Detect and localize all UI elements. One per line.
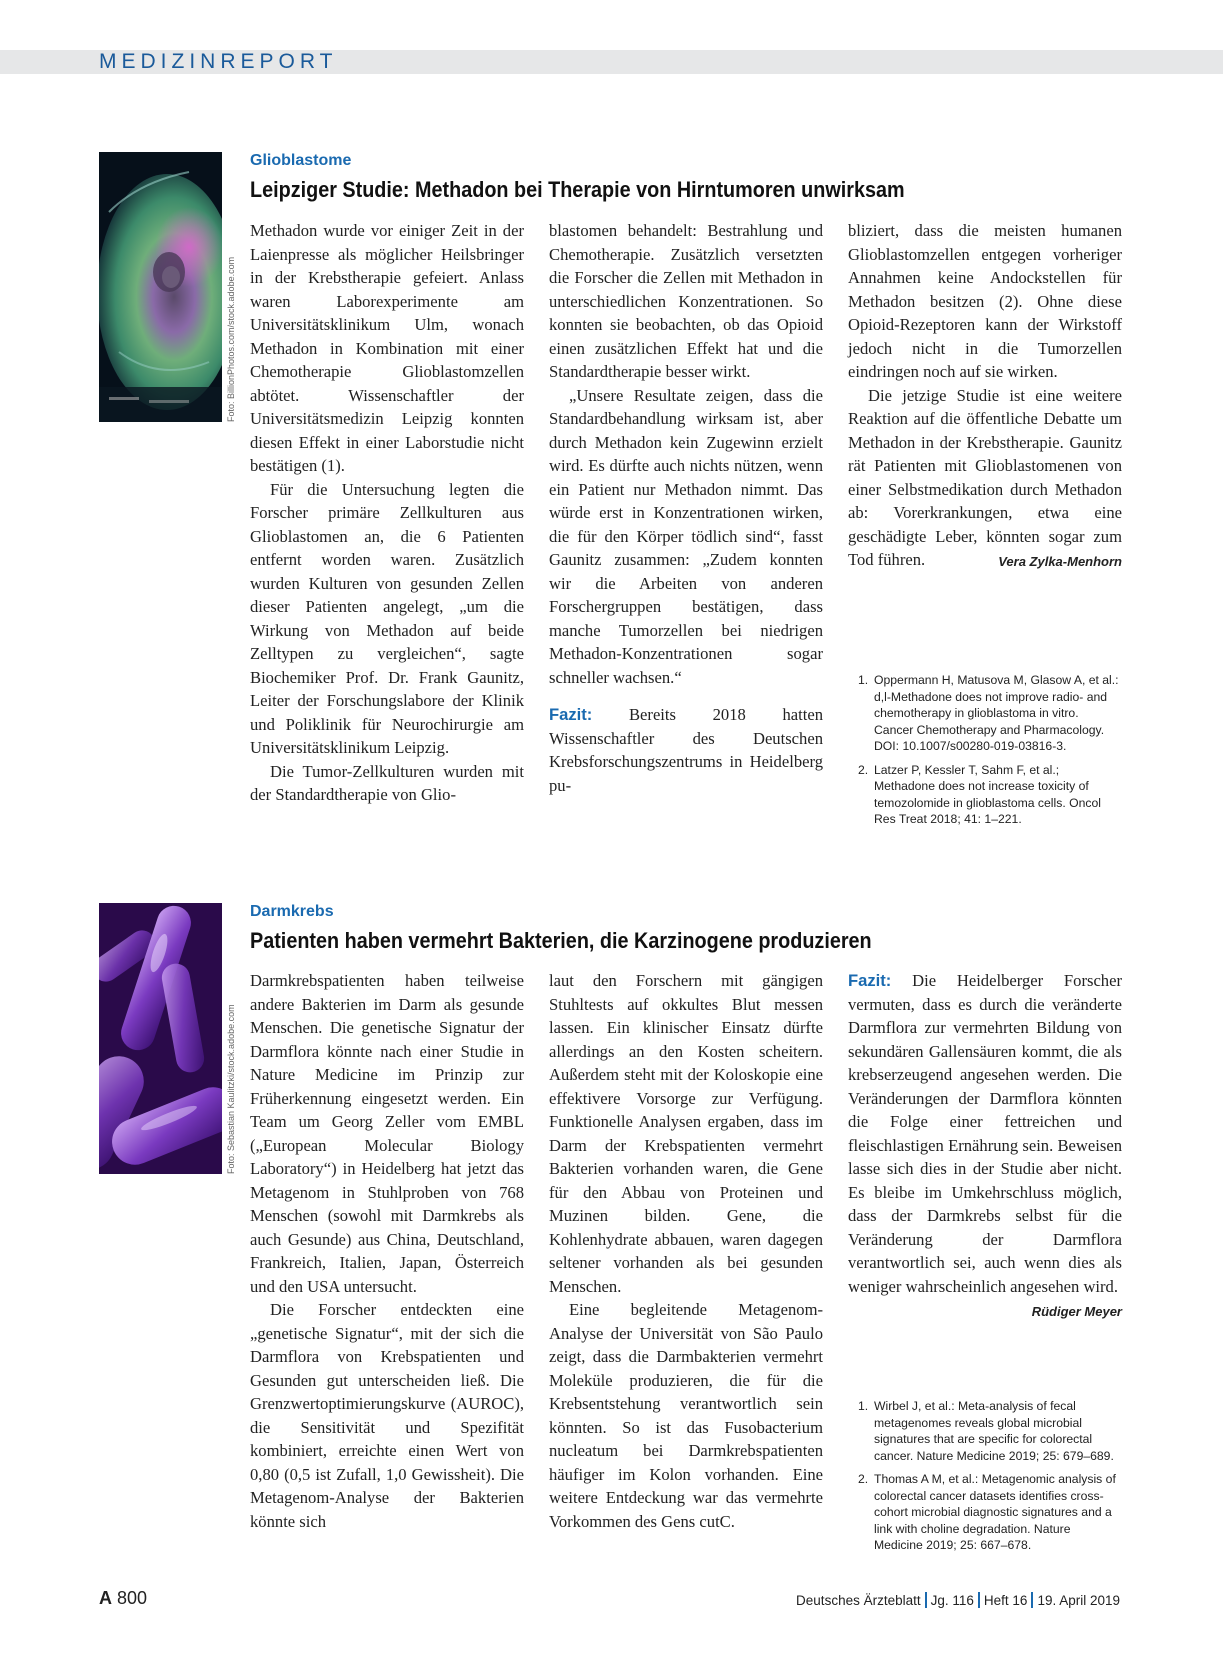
paragraph: Für die Untersuchung legten die Forscher primäre Zellkulturen aus Glioblastomen an, die 6 Patienten entfernt worden waren. Zusätzlich wurden Kulturen von gesunden Zellen dieser Patienten angelegt, „um die Wirkung von Methadon auf beide Zelltypen zu vergleichen“, sagte Biochemiker Prof. Dr. Frank Gaunitz, Leiter der Forschungslabore der Klinik und Poliklinik für Neurochirurgie am Universitätsklinikum Leipzig. xyxy=(250,479,524,757)
photo-credit: Foto: BillionPhotos.com/stock.adobe.com xyxy=(226,256,236,422)
fazit-text: Bereits 2018 hatten Wissenschaftler des Deutschen Krebsforschungszentrums in Heidelberg pu- xyxy=(549,705,824,795)
reference-item: 1. Oppermann H, Matusova M, Glasow A, et al.: d,l-Methadone does not improve radio- and chemotherapy in glioblastoma in vitro. Cancer Chemotherapy and Pharmacology. DOI: 10.1007/s00280-019-03816-3. xyxy=(858,673,1119,753)
paragraph-text: Die jetzige Studie ist eine weitere Reaktion auf die öffentliche Debatte um Methadon in der Krebstherapie. Gaunitz rät Patienten mit Glioblastomenen von einer Selbstmedikation durch Methadon ab: Vorerkrankungen, etwa eine geschädigte Leber, könnten sogar zum Tod führen. xyxy=(848,385,1122,569)
paragraph: Methadon wurde vor einiger Zeit in der Laienpresse als möglicher Heilsbringer in der Krebstherapie gefeiert. Anlass waren Laborexperimente am Universitätsklinikum Ulm, wonach Methadon in Kombination mit einer Chemotherapie Glioblastomzellen abtötet. Wissenschaftler der Universitätsmedizin Leipzig konnten diesen Effekt in einer Laborstudie nicht bestätigen (1). xyxy=(250,221,524,475)
journal-issue: Heft 16 xyxy=(983,1593,1028,1608)
journal-info xyxy=(796,1592,1120,1608)
author-name: Rüdiger Meyer xyxy=(1031,1304,1122,1319)
fazit-text: Die Heidelberger Forscher vermuten, dass es durch die veränderte Darmflora zur vermehrten Bildung von sekundären Gallensäuren kommt, die als krebserzeugend angesehen werden. Die Veränderungen der Darmflora könnten die Folge einer fettreichen und fleischlastigen Ernährung sein. Beweisen lasse sich dies in der Studie aber nicht. Es bleibe im Umkehrschluss möglich, dass der Darmkrebs selbst für die Veränderung der Darmflora verantwortlich sei, auch wenn dies als weniger wahrscheinlich angesehen wird. xyxy=(848,971,1122,1296)
journal-volume: Jg. 116 xyxy=(930,1593,974,1608)
article-column xyxy=(549,969,823,1533)
article-headline: Patienten haben vermehrt Bakterien, die Karzinogene produzieren xyxy=(250,928,872,953)
journal-date: 19. April 2019 xyxy=(1037,1593,1120,1608)
article-column xyxy=(848,219,1122,574)
article-headline: Leipziger Studie: Methadon bei Therapie von Hirntumoren unwirksam xyxy=(250,177,905,202)
fazit-paragraph xyxy=(549,703,823,797)
journal-name: Deutsches Ärzteblatt xyxy=(796,1593,921,1608)
article-rubric: Darmkrebs xyxy=(250,903,334,920)
paragraph: blastomen behandelt: Bestrahlung und Chemotherapie. Zusätzlich versetzten die Forscher die Zellen mit Methadon in unterschiedlichen Konzentrationen. So konnten sie beobachten, ob das Opioid einen zusätzlichen Effekt hat und die Standardtherapie besser wirkt. xyxy=(549,221,823,381)
reference-item: 1. Wirbel J, et al.: Meta-analysis of fecal metagenomes reveals global microbial signatures that are specific for colorectal cancer. Nature Medicine 2019; 25: 679–689. xyxy=(858,1399,1114,1463)
paragraph: bliziert, dass die meisten humanen Glioblastomzellen entgegen vorheriger Annahmen keine Andockstellen für Methadon besitzen (2). Ohne diese Opioid-Rezeptoren kann der Wirkstoff jedoch nicht in die Tumorzellen eindringen noch auf sie wirken. xyxy=(848,221,1122,381)
photo-credit: Foto: Sebastian Kaulitzki/stock.adobe.com xyxy=(226,1004,236,1174)
article-column xyxy=(250,219,524,807)
reference-item: 2. Latzer P, Kessler T, Sahm F, et al.; Methadone does not increase toxicity of temozolomide in glioblastoma cells. Oncol Res Treat 2018; 41: 1–221. xyxy=(858,762,1101,826)
article-column xyxy=(250,969,524,1533)
paragraph: Die Forscher entdeckten eine „genetische Signatur“, mit der sich die Darmflora von Krebspatienten und Gesunden gut unterscheiden ließ. Die Grenzwertoptimierungskurve (AUROC), die Sensitivität und Spezifität kombiniert, erreichte einen Wert von 0,80 (0,5 ist Zufall, 1,0 Gewissheit). Die Metagenom-Analyse der Bakterien könnte sich xyxy=(250,1300,524,1531)
references xyxy=(855,1398,1119,1561)
section-title: MEDIZINREPORT xyxy=(99,50,338,73)
page-number: A 800 xyxy=(99,1588,148,1608)
article-column xyxy=(848,969,1122,1324)
article-rubric: Glioblastome xyxy=(250,152,352,169)
paragraph: Die Tumor-Zellkulturen wurden mit der Standardtherapie von Glio- xyxy=(250,761,524,804)
paragraph: „Unsere Resultate zeigen, dass die Standardbehandlung wirksam ist, aber durch Methadon kein Zugewinn erzielt wird. Es dürfte auch nichts nützen, wenn ein Patient nur Methadon nimmt. Das würde erst in Konzentrationen wirken, die für den Körper tödlich sind“, fasst Gaunitz zusammen: „Zudem konnten wir die Arbeiten von anderen Forschergruppen bestätigen, dass manche Tumorzellen bei niedrigen Methadon-Konzentrationen sogar schneller wachsen.“ xyxy=(549,385,823,687)
paragraph: Eine begleitende Metagenom-Analyse der Universität von São Paulo zeigt, dass die Darmbakterien vermehrt Moleküle produzieren, die für die Krebsentstehung verantwortlich sein könnten. So ist das Fusobacterium nucleatum bei Darmkrebspatienten häufiger im Kolon vorhanden. Eine weitere Entdeckung war das vermehrte Vorkommen des Gens cutC. xyxy=(549,1300,823,1531)
reference-item: 2. Thomas A M, et al.: Metagenomic analysis of colorectal cancer datasets identifies cross-cohort microbial diagnostic signatures and a link with choline degradation. Nature Medicine 2019; 25: 667–678. xyxy=(858,1472,1116,1552)
paragraph: laut den Forschern mit gängigen Stuhltests auf okkultes Blut messen lassen. Ein klinischer Einsatz dürfte allerdings an den Kosten scheitern. Außerdem steht mit der Koloskopie eine effektivere Vorsorge zur Verfügung. Funktionelle Analysen ergaben, dass im Darm der Krebspatienten vermehrt Bakterien vorhanden waren, die Gene für den Abbau von Proteinen und Muzinen bilden. Gene, die Kohlenhydrate abbauen, waren dagegen seltener vorhanden als bei gesunden Menschen. xyxy=(549,971,823,1296)
paragraph xyxy=(848,384,1122,572)
article-column xyxy=(549,219,823,797)
references xyxy=(855,672,1119,835)
fazit-label: Fazit: xyxy=(549,705,593,724)
author-name: Vera Zylka-Menhorn xyxy=(998,554,1122,569)
bacteria-photo xyxy=(99,903,222,1174)
paragraph: Darmkrebspatienten haben teilweise andere Bakterien im Darm als gesunde Menschen. Die genetische Signatur der Darmflora könnte nach einer Studie in Nature Medicine im Prinzip zur Früherkennung eingesetzt werden. Ein Team um Georg Zeller vom EMBL („European Molecular Biology Laboratory“) in Heidelberg hat jetzt das Metagenom in Stuhlproben von 768 Menschen (sowohl mit Darmkrebs als auch Gesunde) aus China, Deutschland, Frankreich, Italien, Japan, Österreich und den USA untersucht. xyxy=(250,971,524,1296)
fazit-paragraph xyxy=(848,969,1122,1319)
brain-scan-photo xyxy=(99,152,222,422)
fazit-label: Fazit: xyxy=(848,971,892,990)
